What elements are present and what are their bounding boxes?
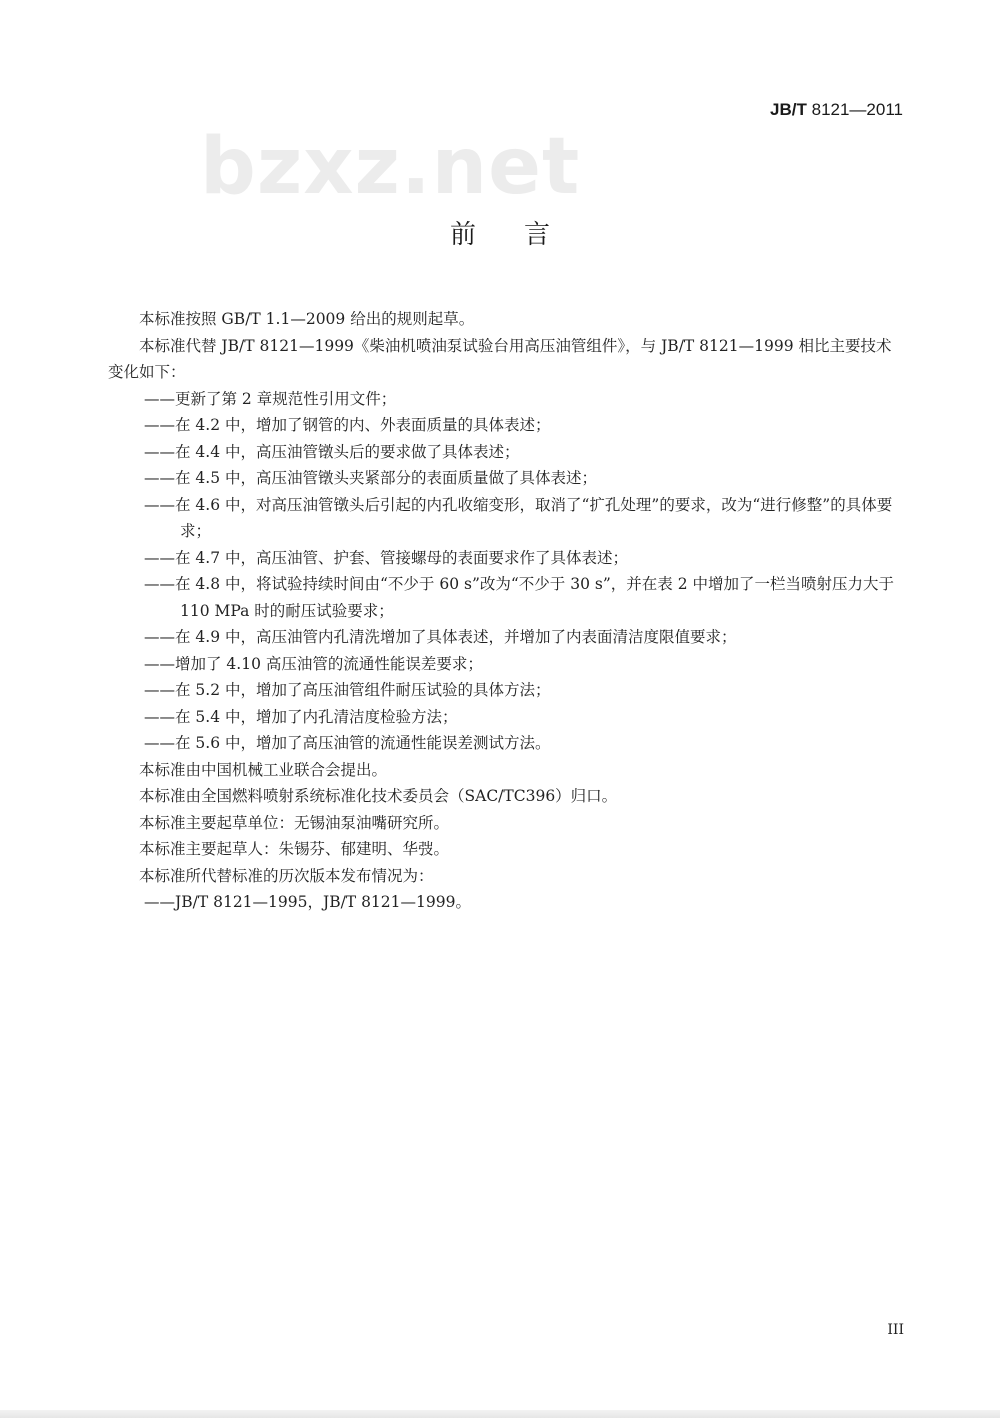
paragraph: 本标准由全国燃料喷射系统标准化技术委员会（SAC/TC396）归口。 [139, 787, 618, 805]
standard-suffix: 8121—2011 [806, 100, 903, 119]
list-item: ——在 4.9 中，高压油管内孔清洗增加了具体表述，并增加了内表面清洁度限值要求； [144, 628, 737, 646]
list-item: ——在 4.6 中，对高压油管镦头后引起的内孔收缩变形，取消了“扩孔处理”的要求，改为“进行修整”的具体要求； [144, 495, 893, 540]
list-item: ——在 4.8 中，将试验持续时间由“不少于 60 s”改为“不少于 30 s”，并在表 2 中增加了一栏当喷射压力大于 110 MPa 时的耐压试验要求； [144, 575, 894, 620]
list-item: ——JB/T 8121—1995，JB/T 8121—1999。 [144, 893, 471, 911]
paragraph: 本标准主要起草单位：无锡油泵油嘴研究所。 [139, 813, 450, 832]
list-item: ——在 5.2 中，增加了高压油管组件耐压试验的具体方法； [144, 681, 551, 699]
list-item: ——在 4.4 中，高压油管镦头后的要求做了具体表述； [144, 442, 520, 461]
paragraph: 本标准按照 GB/T 1.1—2009 给出的规则起草。 [139, 310, 475, 328]
list-item: ——在 5.4 中，增加了内孔清洁度检验方法； [144, 707, 458, 726]
list-item: ——在 5.6 中，增加了高压油管的流通性能误差测试方法。 [144, 734, 551, 752]
list-item: ——在 4.5 中，高压油管镦头夹紧部分的表面质量做了具体表述； [144, 469, 598, 487]
list-item: ——更新了第 2 章规范性引用文件； [144, 389, 397, 408]
page-bottom-edge [0, 1410, 1000, 1418]
list-item: ——增加了 4.10 高压油管的流通性能误差要求； [144, 654, 483, 673]
foreword-body [108, 306, 904, 916]
standard-prefix: JB/T [770, 100, 807, 119]
paragraph: 本标准代替 JB/T 8121—1999《柴油机喷油泵试验台用高压油管组件》，与 JB/T 8121—1999 相比主要技术变化如下： [108, 336, 892, 381]
paragraph: 本标准主要起草人：朱锡芬、郁建明、华弢。 [139, 840, 450, 858]
page-title: 前言 [449, 220, 598, 250]
list-item: ——在 4.7 中，高压油管、护套、管接螺母的表面要求作了具体表述； [144, 548, 629, 567]
paragraph: 本标准由中国机械工业联合会提出。 [139, 760, 388, 779]
page-number: III [887, 1322, 904, 1338]
standard-number [770, 100, 903, 120]
watermark: bzxz.net [200, 122, 581, 212]
paragraph: 本标准所代替标准的历次版本发布情况为： [139, 866, 434, 885]
list-item: ——在 4.2 中，增加了钢管的内、外表面质量的具体表述； [144, 416, 551, 434]
